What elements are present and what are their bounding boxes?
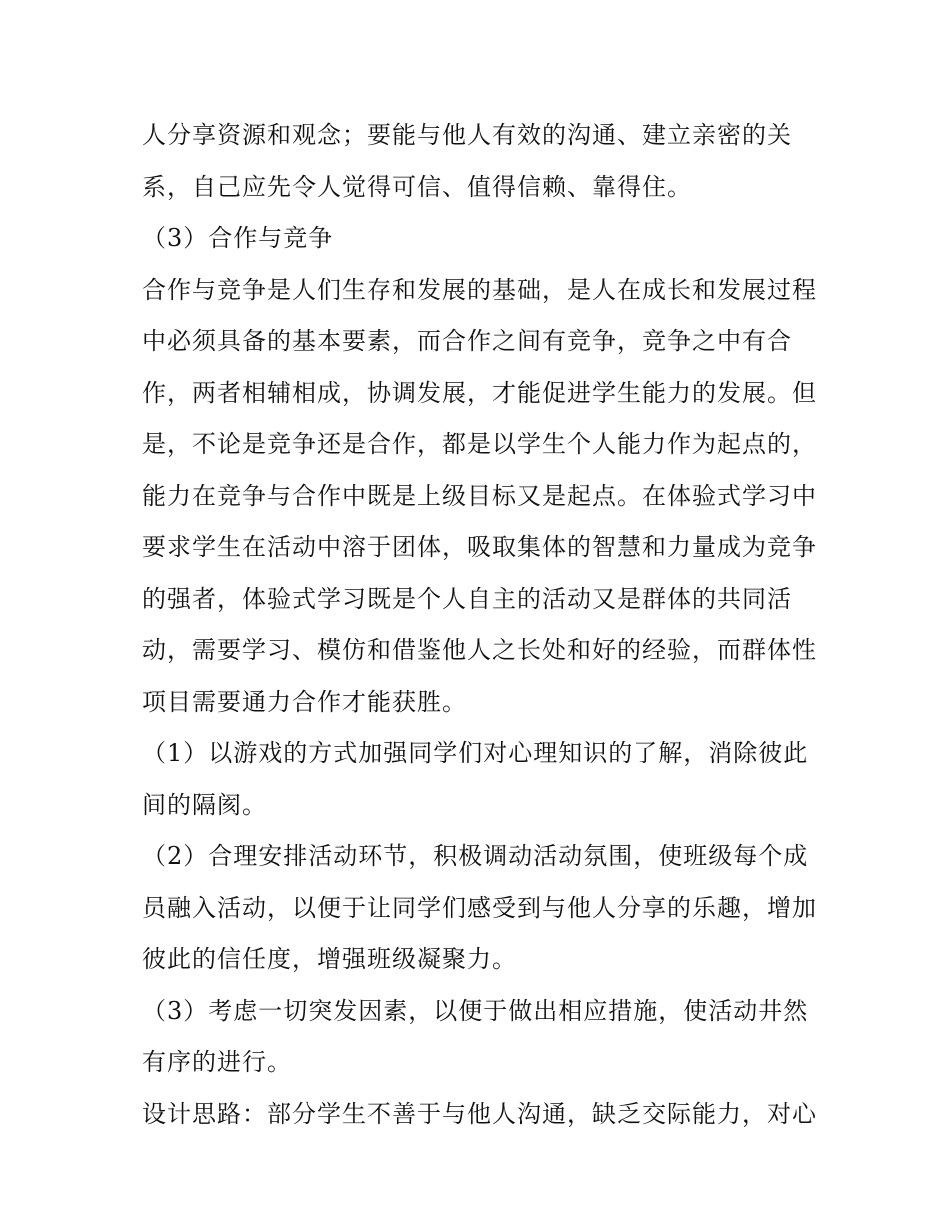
text-line: 中必须具备的基本要素，而合作之间有竞争，竞争之中有合 [142, 327, 792, 355]
text-line: 有序的进行。 [142, 1048, 292, 1076]
text-line: 合作与竞争是人们生存和发展的基础，是人在成长和发展过程 [142, 275, 817, 304]
text-line: 是，不论是竞争还是合作，都是以学生个人能力作为起点的， [142, 430, 817, 458]
text-line: 能力在竞争与合作中既是上级目标又是起点。在体验式学习中 [142, 481, 817, 510]
text-line: 项目需要通力合作才能获胜。 [142, 687, 467, 716]
section-heading: （3）合作与竞争 [142, 224, 334, 252]
list-item: （3）考虑一切突发因素，以便于做出相应措施，使活动井然 [142, 996, 809, 1025]
text-line: 设计思路：部分学生不善于与他人沟通，缺乏交际能力，对心 [142, 1099, 817, 1128]
document-body [142, 110, 822, 1140]
text-line: 动，需要学习、模仿和借鉴他人之长处和好的经验，而群体性 [142, 636, 817, 664]
text-line: 的强者，体验式学习既是个人自主的活动又是群体的共同活 [142, 584, 792, 613]
text-line: 系，自己应先令人觉得可信、值得信赖、靠得住。 [142, 172, 692, 201]
text-line: 间的隔阂。 [142, 790, 267, 819]
list-item: （1）以游戏的方式加强同学们对心理知识的了解，消除彼此 [142, 739, 809, 767]
text-line: 作，两者相辅相成，协调发展，才能促进学生能力的发展。但 [142, 378, 817, 407]
text-line: 要求学生在活动中溶于团体，吸取集体的智慧和力量成为竞争 [142, 533, 817, 561]
text-line: 员融入活动，以便于让同学们感受到与他人分享的乐趣，增加 [142, 893, 817, 922]
list-item: （2）合理安排活动环节，积极调动活动氛围，使班级每个成 [142, 842, 809, 870]
text-line: 人分享资源和观念；要能与他人有效的沟通、建立亲密的关 [142, 121, 792, 149]
text-line: 彼此的信任度，增强班级凝聚力。 [142, 945, 517, 973]
